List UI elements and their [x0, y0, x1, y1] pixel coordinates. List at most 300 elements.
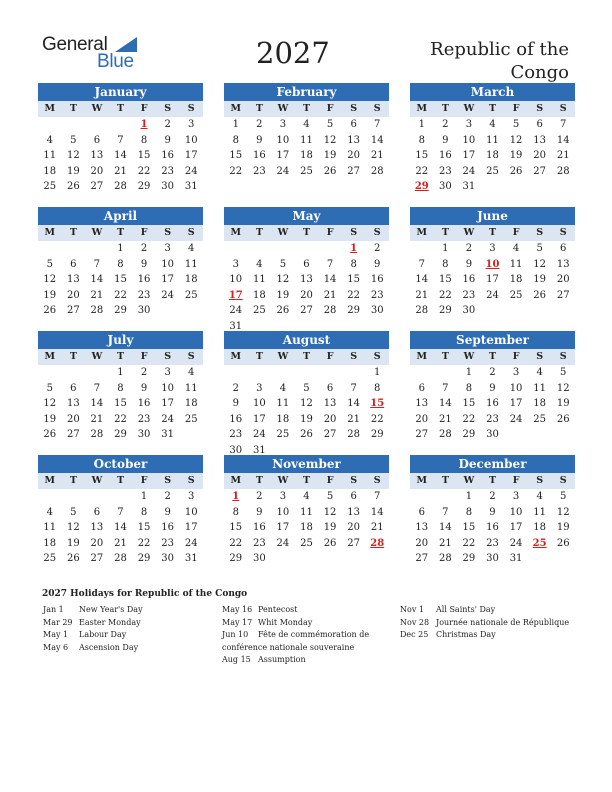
day-cell: 14 [556, 134, 570, 146]
weekday-label: S [373, 103, 381, 114]
weekday-label: W [277, 227, 289, 238]
day-cell: 17 [509, 522, 523, 533]
day-cell: 25 [184, 289, 198, 301]
day-cell: 12 [509, 134, 523, 146]
day-cell: 1 [465, 367, 473, 378]
day-cell: 28 [114, 181, 127, 192]
day-cell: 18 [43, 537, 57, 549]
day-cell: 11 [533, 382, 546, 394]
weekday-label: T [255, 351, 263, 362]
day-cell: 20 [347, 522, 360, 533]
day-cell: 6 [350, 119, 357, 130]
day-cell: 10 [509, 382, 523, 394]
day-cell: 18 [300, 150, 313, 161]
day-cell: 8 [465, 382, 473, 394]
day-cell: 19 [533, 274, 546, 285]
day-grid [38, 241, 203, 319]
day-cell: 30 [137, 429, 151, 440]
day-cell: 10 [184, 134, 198, 146]
day-cell: 15 [347, 274, 360, 285]
day-cell: 18 [43, 165, 57, 177]
day-cell: 13 [323, 398, 337, 409]
day-cell: 5 [560, 491, 567, 502]
holiday-date: May 16 [222, 605, 253, 614]
day-cell: 9 [140, 258, 148, 270]
day-cell: 9 [489, 382, 496, 394]
day-cell: 28 [415, 305, 429, 316]
month-november [224, 455, 389, 567]
empty-day-cell [434, 365, 458, 381]
weekday-label: T [441, 103, 449, 114]
day-cell: 26 [43, 305, 57, 316]
weekday-label: S [559, 103, 567, 114]
holiday-column [222, 604, 369, 667]
month-title: January [38, 83, 203, 101]
day-grid [224, 365, 389, 458]
day-cell: 17 [184, 150, 198, 161]
weekday-label: S [373, 351, 381, 362]
holiday-name: Easter Monday [79, 617, 141, 627]
day-cell: 16 [486, 522, 499, 533]
day-cell: 23 [137, 289, 151, 301]
day-cell: 6 [70, 258, 77, 270]
day-cell: 3 [164, 367, 171, 378]
day-cell: 28 [370, 165, 384, 177]
empty-day-cell [85, 241, 109, 257]
weekday-label: M [230, 475, 242, 486]
weekday-label: T [255, 475, 263, 486]
day-cell: 8 [350, 258, 357, 270]
day-cell: 30 [486, 553, 499, 564]
day-cell: 29 [370, 429, 384, 440]
day-cell: 31 [462, 181, 476, 192]
holiday-day-cell: 10 [485, 258, 500, 270]
day-cell: 5 [46, 258, 53, 270]
month-title: May [224, 207, 389, 225]
weekday-label: S [373, 227, 381, 238]
calendar-year: 2027 [256, 36, 330, 70]
holiday-name: Labour Day [79, 630, 127, 639]
weekday-label: W [91, 351, 103, 362]
day-cell: 8 [117, 258, 124, 270]
day-cell: 27 [90, 181, 104, 192]
weekday-label: T [255, 103, 263, 114]
weekday-label: S [559, 475, 567, 486]
holiday-row [222, 604, 369, 617]
day-cell: 3 [279, 491, 287, 502]
day-cell: 21 [438, 413, 452, 425]
day-cell: 26 [533, 289, 546, 301]
day-cell: 7 [442, 506, 449, 518]
day-cell: 13 [533, 134, 546, 146]
day-cell: 19 [323, 522, 337, 533]
weekday-label: T [69, 103, 77, 114]
day-cell: 29 [438, 305, 452, 316]
weekday-label: M [416, 351, 428, 362]
day-cell: 13 [300, 274, 313, 285]
day-cell: 2 [232, 382, 239, 394]
holiday-day-cell: 1 [140, 119, 148, 130]
day-cell: 24 [161, 413, 174, 425]
day-cell: 11 [252, 274, 266, 285]
weekday-label: F [326, 351, 334, 362]
day-cell: 20 [323, 413, 337, 425]
holiday-row [400, 617, 569, 630]
day-cell: 4 [256, 258, 263, 270]
day-cell: 17 [276, 522, 290, 533]
weekday-header-row [224, 349, 389, 365]
weekday-label: T [302, 227, 311, 238]
month-title: March [410, 83, 575, 101]
day-cell: 3 [256, 382, 263, 394]
day-cell: 29 [137, 181, 151, 192]
day-cell: 31 [184, 181, 198, 192]
day-cell: 20 [90, 537, 104, 549]
empty-day-cell [318, 241, 342, 257]
day-cell: 6 [418, 382, 425, 394]
day-cell: 29 [114, 429, 127, 440]
month-title: October [38, 455, 203, 473]
day-cell: 9 [140, 382, 148, 394]
weekday-label: F [512, 351, 520, 362]
day-cell: 15 [114, 398, 127, 409]
day-cell: 27 [66, 429, 80, 440]
day-cell: 24 [276, 165, 290, 177]
day-cell: 19 [323, 150, 337, 161]
holidays-title: 2027 Holidays for Republic of the Congo [42, 589, 248, 599]
day-cell: 16 [462, 274, 476, 285]
weekday-label: S [187, 227, 195, 238]
day-cell: 17 [276, 150, 290, 161]
weekday-label: T [488, 227, 497, 238]
holiday-row [43, 642, 143, 655]
day-cell: 28 [114, 553, 127, 564]
empty-day-cell [410, 241, 434, 257]
weekday-label: F [140, 351, 148, 362]
day-grid [410, 365, 575, 443]
day-cell: 27 [300, 305, 313, 316]
day-cell: 5 [70, 506, 77, 518]
empty-day-cell [38, 117, 62, 133]
day-cell: 13 [66, 274, 80, 285]
day-cell: 30 [137, 305, 151, 316]
day-cell: 19 [556, 522, 570, 533]
day-cell: 22 [229, 165, 243, 177]
day-cell: 14 [370, 134, 384, 146]
day-cell: 14 [114, 522, 127, 533]
month-title: August [224, 331, 389, 349]
day-cell: 15 [229, 522, 243, 533]
day-cell: 12 [533, 258, 546, 270]
empty-day-cell [109, 117, 133, 133]
weekday-label: S [350, 227, 358, 238]
day-cell: 6 [560, 243, 567, 254]
day-cell: 30 [370, 305, 384, 316]
day-cell: 14 [347, 398, 360, 409]
month-july [38, 331, 203, 443]
weekday-header-row [410, 101, 575, 117]
weekday-label: S [536, 227, 544, 238]
day-cell: 7 [326, 258, 334, 270]
empty-day-cell [434, 489, 458, 505]
day-cell: 16 [370, 274, 384, 285]
day-cell: 2 [164, 491, 171, 502]
day-cell: 26 [556, 413, 570, 425]
weekday-label: W [91, 475, 103, 486]
day-cell: 23 [486, 413, 499, 425]
weekday-label: F [512, 103, 520, 114]
day-cell: 3 [188, 119, 195, 130]
weekday-label: F [326, 103, 334, 114]
day-cell: 22 [370, 413, 384, 425]
day-cell: 9 [374, 258, 381, 270]
day-cell: 24 [252, 429, 266, 440]
empty-day-cell [109, 489, 133, 505]
day-cell: 15 [462, 522, 476, 533]
weekday-label: S [350, 103, 358, 114]
day-cell: 26 [323, 165, 337, 177]
day-cell: 20 [415, 413, 429, 425]
day-cell: 3 [232, 258, 239, 270]
day-cell: 6 [326, 382, 334, 394]
day-cell: 14 [114, 150, 127, 161]
holiday-row [43, 629, 143, 642]
day-cell: 10 [184, 506, 198, 518]
day-cell: 8 [442, 258, 449, 270]
day-cell: 9 [465, 258, 473, 270]
day-cell: 7 [418, 258, 425, 270]
day-cell: 26 [66, 181, 80, 192]
holiday-name: Fête de commémoration de [258, 630, 370, 639]
day-cell: 14 [323, 274, 337, 285]
day-cell: 25 [184, 413, 198, 425]
day-cell: 24 [509, 413, 523, 425]
day-cell: 7 [117, 506, 124, 518]
logo-triangle-icon [115, 37, 137, 52]
day-cell: 2 [256, 119, 263, 130]
day-cell: 25 [509, 289, 523, 301]
holiday-day-cell: 29 [414, 181, 429, 192]
holiday-column [43, 604, 143, 654]
empty-day-cell [410, 489, 434, 505]
empty-day-cell [342, 365, 366, 381]
day-cell: 11 [276, 398, 290, 409]
day-cell: 5 [560, 367, 567, 378]
weekday-label: T [302, 475, 311, 486]
day-cell: 18 [300, 522, 313, 533]
day-cell: 25 [486, 165, 499, 177]
holiday-date: Mar 29 [43, 617, 73, 627]
day-cell: 11 [43, 150, 57, 161]
day-cell: 19 [43, 413, 57, 425]
day-cell: 23 [161, 537, 174, 549]
country-name-line-2: Congo [510, 62, 569, 83]
day-cell: 8 [232, 506, 239, 518]
weekday-label: M [230, 227, 242, 238]
day-cell: 6 [350, 491, 357, 502]
day-cell: 17 [161, 274, 174, 285]
day-cell: 8 [374, 382, 381, 394]
day-cell: 9 [256, 506, 263, 518]
day-cell: 18 [533, 398, 546, 409]
day-cell: 22 [137, 165, 151, 177]
day-cell: 29 [229, 553, 243, 564]
month-title: December [410, 455, 575, 473]
day-cell: 19 [276, 289, 290, 301]
weekday-label: M [416, 103, 428, 114]
day-cell: 22 [438, 289, 452, 301]
day-cell: 14 [438, 398, 452, 409]
holiday-day-cell: 17 [228, 289, 243, 301]
day-cell: 23 [462, 289, 476, 301]
day-cell: 12 [556, 506, 570, 518]
weekday-label: F [140, 227, 148, 238]
day-grid [410, 117, 575, 195]
weekday-label: T [488, 103, 497, 114]
empty-day-cell [295, 365, 319, 381]
day-cell: 13 [347, 506, 360, 518]
day-cell: 6 [303, 258, 310, 270]
day-cell: 12 [300, 398, 313, 409]
day-cell: 22 [347, 289, 360, 301]
weekday-label: T [488, 351, 497, 362]
weekday-label: F [512, 227, 520, 238]
day-cell: 4 [512, 243, 520, 254]
day-cell: 18 [252, 289, 266, 301]
day-cell: 26 [556, 537, 570, 549]
day-cell: 8 [140, 134, 148, 146]
day-cell: 5 [536, 243, 543, 254]
day-cell: 10 [509, 506, 523, 518]
day-cell: 1 [140, 491, 148, 502]
day-cell: 27 [415, 429, 429, 440]
day-cell: 29 [137, 553, 151, 564]
day-cell: 15 [415, 150, 429, 161]
weekday-label: M [416, 475, 428, 486]
day-cell: 25 [276, 429, 290, 440]
day-cell: 19 [43, 289, 57, 301]
day-cell: 16 [486, 398, 499, 409]
holiday-date: May 17 [222, 617, 253, 627]
day-cell: 27 [323, 429, 337, 440]
weekday-label: T [69, 351, 77, 362]
day-cell: 24 [229, 305, 243, 316]
day-cell: 22 [415, 165, 429, 177]
weekday-label: F [140, 475, 148, 486]
weekday-label: T [488, 475, 497, 486]
day-cell: 27 [90, 553, 104, 564]
day-cell: 24 [509, 537, 523, 549]
day-cell: 23 [370, 289, 384, 301]
day-cell: 20 [66, 413, 80, 425]
day-cell: 10 [462, 134, 476, 146]
day-cell: 17 [462, 150, 476, 161]
weekday-label: M [230, 351, 242, 362]
holiday-name: Whit Monday [258, 617, 313, 627]
weekday-label: S [164, 227, 172, 238]
weekday-label: S [559, 227, 567, 238]
month-august [224, 331, 389, 458]
empty-day-cell [62, 241, 86, 257]
weekday-header-row [38, 349, 203, 365]
day-cell: 8 [418, 134, 425, 146]
day-grid [38, 117, 203, 195]
day-cell: 30 [252, 553, 266, 564]
weekday-label: S [187, 351, 195, 362]
day-cell: 17 [252, 413, 266, 425]
holiday-date: Nov 28 [400, 617, 430, 627]
holiday-date: May 6 [43, 642, 69, 652]
day-cell: 4 [536, 367, 543, 378]
day-cell: 31 [229, 320, 243, 332]
day-cell: 16 [137, 398, 151, 409]
day-cell: 21 [114, 165, 127, 177]
day-cell: 1 [374, 367, 381, 378]
weekday-label: M [44, 103, 56, 114]
weekday-header-row [410, 225, 575, 241]
day-cell: 8 [140, 506, 148, 518]
day-cell: 16 [229, 413, 243, 425]
empty-day-cell [62, 365, 86, 381]
day-cell: 6 [70, 382, 77, 394]
holiday-row [222, 629, 369, 642]
weekday-label: M [44, 227, 56, 238]
day-cell: 16 [252, 522, 266, 533]
day-cell: 21 [438, 537, 452, 549]
empty-day-cell [62, 117, 86, 133]
day-cell: 5 [326, 119, 334, 130]
day-cell: 9 [232, 398, 239, 409]
empty-day-cell [38, 241, 62, 257]
day-cell: 2 [140, 367, 148, 378]
day-cell: 1 [117, 243, 124, 254]
day-cell: 3 [512, 367, 520, 378]
day-cell: 14 [415, 274, 429, 285]
weekday-label: S [536, 475, 544, 486]
weekday-label: S [164, 475, 172, 486]
day-cell: 15 [137, 522, 151, 533]
empty-day-cell [410, 365, 434, 381]
weekday-label: F [326, 475, 334, 486]
holiday-row [222, 617, 369, 630]
weekday-label: S [187, 475, 195, 486]
holiday-date: Jun 10 [222, 630, 249, 639]
day-grid [224, 117, 389, 179]
weekday-label: T [441, 227, 449, 238]
day-cell: 2 [489, 491, 496, 502]
holiday-name: Christmas Day [436, 630, 496, 639]
day-cell: 12 [43, 274, 57, 285]
day-cell: 23 [161, 165, 174, 177]
day-cell: 4 [46, 134, 53, 146]
day-cell: 13 [556, 258, 570, 270]
weekday-label: T [255, 227, 263, 238]
day-cell: 10 [276, 134, 290, 146]
day-cell: 5 [70, 134, 77, 146]
day-cell: 26 [509, 165, 523, 177]
day-cell: 20 [300, 289, 313, 301]
day-cell: 1 [465, 491, 473, 502]
day-grid [38, 365, 203, 443]
weekday-label: W [463, 227, 475, 238]
day-cell: 15 [114, 274, 127, 285]
day-cell: 19 [300, 413, 313, 425]
holiday-row [43, 604, 143, 617]
day-cell: 12 [323, 506, 337, 518]
day-cell: 5 [279, 258, 287, 270]
day-cell: 14 [90, 274, 104, 285]
month-april [38, 207, 203, 319]
